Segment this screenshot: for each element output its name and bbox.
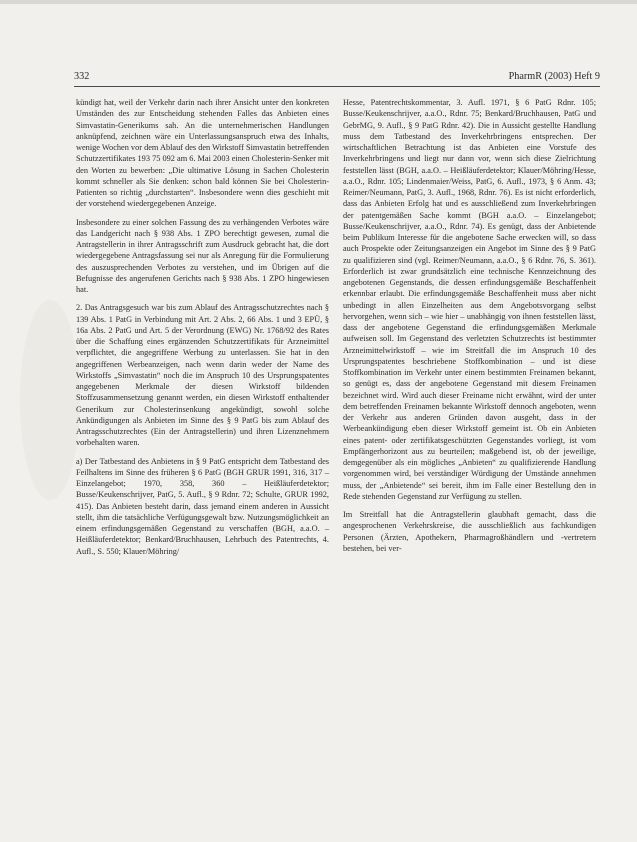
paragraph: Im Streitfall hat die Antragstellerin glaubhaft gemacht, dass die angesprochenen Verkehrskreise, die ausschließlich aus fachkundigen Personen (Ärzten, Apothekern, Pharmagroßhändlern und -vertretern bestehen, bei ver- [343,510,596,553]
paragraph: a) Der Tatbestand des Anbietens in § 9 PatG entspricht dem Tatbestand des Feilhaltens im Sinne des früheren § 6 PatG (BGH GRUR 1991, 316, 317 – Einzelangebot; 1970, 358, 360 – Heißläuferdetektor; Busse/Keukenschrijver, PatG, 5. Aufl., § 9 Rdnr. 72; Schulte, GRUR 1992, 415). Das Anbieten besteht darin, dass jemand einem anderen in Aussicht stellt, ihm die tatsächliche Verfügungsgewalt bzw. Nutzungsmöglichkeit an einem erfindungsgemäßen Gegenstand zu verschaffen (BGH, a.a.O. – Heißläuferdetektor; Benkard/Bruchhausen, Lehrbuch des Patentrechts, 4. Aufl., S. 550; Klauer/Möhring/ [76,456,329,556]
paragraph: kündigt hat, weil der Verkehr darin nach ihrer Ansicht unter den konkreten Umständen des zur Entscheidung stehenden Falles das Anbieten eines Simvastatin-Generikums sah. An die unternehmerischen Handlungen anknüpfend, zeichnen wäre ein Unterlassungsanspruch etwa des Inhalts, wenige Wochen vor dem Ablauf des den Wirkstoff Simvastatin betreffenden Schutzzertifikates 193 75 092 am 6. Mai 2003 einen Cholesterin-Senker mit den Worten zu bewerben: „Die ultimative Lösung in Sachen Cholesterin kommt schneller als Sie denken: schon bald können Sie bei Cholesterin-Patienten so richtig „durchstarten“. Insbesondere wenn dies geschieht mit der vorstehend wiedergegebenen Anzeige. [76,98,329,209]
header-rule [74,86,600,87]
page-header [74,71,600,87]
paragraph: 2. Das Antragsgesuch war bis zum Ablauf des Antragsschutzrechtes nach § 139 Abs. 1 PatG in Verbindung mit Art. 2 Abs. 2, 66 Abs. 1 und 3 EPÜ, § 16a Abs. 2 PatG und Art. 5 der Verordnung (EWG) Nr. 1768/92 des Rates über die Schaffung eines ergänzenden Schutzzertifikats für Arzneimittel verpflichtet, die angegriffene Werbung zu unterlassen. Sie hat in den angegriffenen Werbeanzeigen, nach wenn darin weder der Name des Wirkstoffs „Simvastatin“ noch die im Anspruch 10 des Ursprungspatentes angegebenen Merkmale der diesen Wirkstoff bildenden Stoffzusammensetzung genannt werden, ein diesen Wirkstoff enthaltender Generikum zur Cholesterinsenkung angekündigt, sowohl solche Ankündigungen als Anbieten im Sinne des § 9 PatG bis zum Ablauf des Antragsschutzrechtes (Ein der Antragstellerin) und ihren Lizenznehmern vorbehalten waren. [76,303,329,448]
scan-shading [20,300,80,500]
scan-edge [0,0,637,4]
journal-reference: PharmR (2003) Heft 9 [508,71,600,82]
left-column [76,97,329,564]
page-number: 332 [74,71,90,82]
right-column [343,97,596,561]
paragraph: Insbesondere zu einer solchen Fassung des zu verhängenden Verbotes wäre das Landgericht nach § 938 Abs. 1 ZPO berechtigt gewesen, zumal die Antragstellerin in ihrer Antragsschrift zum Ausdruck gebracht hat, die dort wiedergegebene Antragsfassung sei nur als Anregung für die Formulierung des auszusprechenden Verbotes zu verstehen, und im Übrigen auf die Befugnisse des angerufenen Gerichts nach § 938 Abs. 1 ZPO hingewiesen hat. [76,217,329,294]
paragraph: Hesse, Patentrechtskommentar, 3. Aufl. 1971, § 6 PatG Rdnr. 105; Busse/Keukenschrijver, a.a.O., Rdnr. 75; Benkard/Bruchhausen, PatG und GebrMG, 9. Aufl., § 9 PatG Rdnr. 42). Die in Aussicht gestellte Handlung muss dem Tatbestand des Inverkehrbringens entsprechen. Der wirtschaftlichen Betrachtung ist das Anbieten eine Vorstufe des Inverkehrbringens und liegt nur dann vor, wenn sich diese Zielrichtung feststellen lässt (BGH, a.a.O. – Heißläuferdetektor; Klauer/Möhring/Hesse, a.a.O., Rdnr. 105; Lindenmaier/Weiss, PatG, 6. Aufl., 1973, § 6 Anm. 43; Reimer/Neumann, PatG, 3. Aufl., 1968, Rdnr. 76). Es ist nicht erforderlich, dass das Anbieten Erfolg hat und es ausschließend zum Inverkehrbringen der patentgemäßen Sache kommt (BGH a.a.O. – Einzelangebot; Busse/Keukenschrijver, a.a.O., Rdnr. 74). Es genügt, dass der Anbietende beim Publikum Interesse für die angebotene Sache erwecken will, so dass auch Prospekte oder Zeitungsanzeigen ein Angebot im Sinne des § 9 PatG zu qualifizieren sind (vgl. Reimer/Neumann, a.a.O., § 6 Rdnr. 76, S. 361). Erforderlich ist zwar grundsätzlich eine technische Kennzeichnung des angebotenen Gegenstands, die dessen erfindungsgemäße Beschaffenheit erkennbar erlaubt. Die erfindungsgemäße Beschaffenheit muss aber nicht unbedingt in allen Einzelheiten aus dem Angebotsvorgang selbst hervorgehen, wenn sich – wie hier – unabhängig von ihnen feststellen lässt, dass der angebotene Gegenstand die erfindungsgemäßen Merkmale aufweisen soll. Im Gegenstand des verletzten Schutzrechts ist bestimmter Arzneimittelwirkstoff – wie im Streitfall die im Anspruch 10 des Ursprungspatentes beschriebene Stoffkombination – und ist diese Stoffkombination im Verkehr unter einem bestimmten Freinamen bekannt, so genügt es, dass der angebotene Gegenstand mit diesem Freinamen bezeichnet wird. Wird auch dieser Freiname nicht erwähnt, wird der unter dem betreffenden Freinamen bekannte Wirkstoff dennoch angeboten, wenn der Verkehr aus anderen Gründen davon ausgeht, dass in der Werbeankündigung eben dieser Wirkstoff gemeint ist. Ob ein Anbieten eines patent- oder zertifikatsgeschützten Gegenstandes vorliegt, ist vom Empfängerhorizont aus zu beurteilen; maßgebend ist, ob der jeweilige, demgegenüber als ein mögliches „Anbieten“ zu qualifizierende Handlung vorgenommen wird, bei verständiger Würdigung der Umstände annehmen muss, der „Anbietende“ sei bereit, ihm im Falle einer Bestellung den in Rede stehenden Gegenstand zur Verfügung zu stellen. [343,98,596,501]
